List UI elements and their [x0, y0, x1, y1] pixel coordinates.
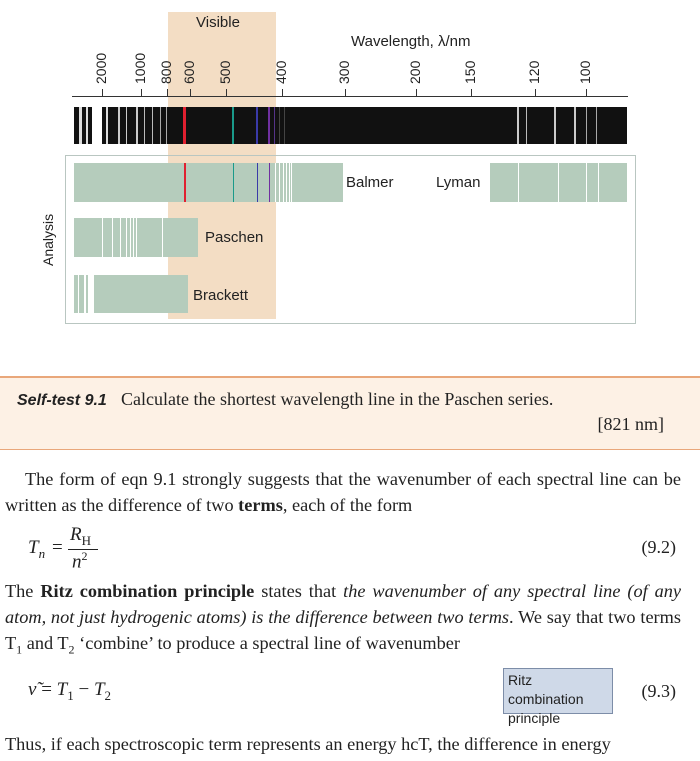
spectral-line	[88, 275, 94, 313]
spectral-line	[92, 107, 102, 144]
principle-statement: the wavenumber of any spectral line (of any atom, not just hydrogenic atoms) is the difference between two terms	[5, 581, 682, 627]
spectral-line	[558, 163, 559, 202]
equation-9-3: ν̃ = $T_1 - T_2$	[28, 679, 112, 703]
term-keyword: Ritz combination principle	[40, 581, 255, 601]
wavelength-axis-label: Wavelength, λ/nm	[351, 33, 471, 50]
paragraph-ritz: The Ritz combination principle states that the wavenumber of any spectral line (of any atom, not just hydrogenic atoms) is the difference between two terms. We say that two terms $T_1$ and $T_2$ ‘combine’ to produce a spectral line of wavenumber	[5, 581, 682, 657]
spectral-line	[162, 218, 163, 257]
spectral-line	[586, 163, 587, 202]
wavelength-axis	[72, 96, 628, 97]
tick-label: 600	[181, 60, 197, 84]
tick-label: 200	[407, 60, 423, 84]
spectral-line	[84, 275, 86, 313]
hydrogen-spectrum-figure	[0, 0, 700, 345]
spectral-line	[136, 107, 138, 144]
paragraph-text: and T	[22, 633, 69, 653]
self-test-box	[0, 376, 700, 450]
term-keyword: terms	[238, 495, 283, 515]
self-test-top-rule	[0, 376, 700, 378]
brackett-series-bar	[74, 275, 188, 313]
paragraph-text: The form of eqn 9.1 strongly suggests that the wavenumber of each spectral line can be written as the difference of two	[5, 469, 681, 515]
tick-label: 100	[577, 60, 593, 84]
spectral-line	[166, 107, 167, 144]
spectral-line	[283, 163, 284, 202]
spectral-line	[86, 107, 88, 144]
spectral-line	[133, 218, 134, 257]
spectral-line	[112, 218, 113, 257]
spectral-line	[289, 163, 290, 202]
spectral-line-violet	[268, 107, 270, 144]
spectral-line-teal	[232, 107, 234, 144]
visible-label: Visible	[196, 14, 240, 31]
balmer-label: Balmer	[346, 174, 394, 191]
tick-label: 2000	[93, 52, 109, 84]
tick-label: 1000	[132, 52, 148, 84]
self-test-answer: [821 nm]	[597, 414, 664, 434]
spectral-line-teal	[233, 163, 234, 202]
spectral-line	[144, 107, 145, 144]
paragraph-text: ‘combine’ to produce a spectral line of wavenumber	[74, 633, 460, 653]
spectral-line	[586, 107, 587, 144]
tick-label: 400	[273, 60, 289, 84]
spectral-line	[574, 107, 576, 144]
paschen-label: Paschen	[205, 229, 264, 246]
spectral-line-red	[184, 163, 186, 202]
lyman-series-bar	[490, 163, 627, 202]
equation-9-3-number: (9.3)	[641, 681, 676, 701]
spectral-line	[79, 107, 82, 144]
margin-note-ritz: Ritz combination principle	[503, 668, 613, 714]
emission-spectrum-strip	[74, 107, 627, 144]
paragraph-text: states that	[254, 581, 344, 601]
tick-label: 500	[217, 60, 233, 84]
spectral-line	[279, 107, 280, 144]
spectral-line	[126, 107, 127, 144]
spectral-line	[598, 163, 599, 202]
spectral-line	[136, 218, 137, 257]
spectral-line	[126, 218, 127, 257]
paschen-series-bar	[74, 218, 198, 257]
analysis-axis-label: Analysis	[40, 213, 56, 266]
spectral-line-blue	[256, 107, 258, 144]
spectral-line	[518, 163, 519, 202]
self-test-title: Self-test 9.1	[17, 392, 107, 409]
spectral-line	[284, 107, 285, 144]
spectral-line	[102, 218, 103, 257]
spectral-line	[130, 218, 131, 257]
balmer-series-bar	[74, 163, 343, 202]
spectral-line	[291, 163, 292, 202]
paragraph-text: The	[5, 581, 41, 601]
tick-label: 800	[158, 60, 174, 84]
self-test-bottom-rule	[0, 449, 700, 450]
spectral-line	[78, 275, 79, 313]
spectral-line	[106, 107, 108, 144]
self-test-prompt: Calculate the shortest wavelength line in the Paschen series.	[121, 389, 554, 409]
equation-9-2-number: (9.2)	[641, 537, 676, 557]
paragraph-terms	[5, 466, 681, 518]
spectral-line	[118, 107, 120, 144]
spectral-line	[596, 107, 597, 144]
spectral-line	[554, 107, 556, 144]
spectral-line	[517, 107, 519, 144]
lyman-label: Lyman	[436, 174, 481, 191]
spectral-line	[279, 163, 280, 202]
paragraph-text: . We say that two terms T	[5, 607, 681, 653]
spectral-line	[526, 107, 527, 144]
paragraph-energy: Thus, if each spectroscopic term represents an energy hcT, the difference in energy	[5, 734, 611, 754]
brackett-label: Brackett	[193, 287, 249, 304]
spectral-line	[160, 107, 161, 144]
spectral-line	[275, 163, 276, 202]
spectral-line	[286, 163, 287, 202]
spectral-line	[152, 107, 153, 144]
paragraph-text: , each of the form	[282, 495, 413, 515]
spectral-line-blue	[257, 163, 258, 202]
tick-label: 120	[526, 60, 542, 84]
spectral-line-red	[183, 107, 186, 144]
spectral-line-violet	[269, 163, 270, 202]
spectral-line	[120, 218, 121, 257]
tick-label: 300	[336, 60, 352, 84]
spectral-line	[274, 107, 275, 144]
tick-label: 150	[462, 60, 478, 84]
